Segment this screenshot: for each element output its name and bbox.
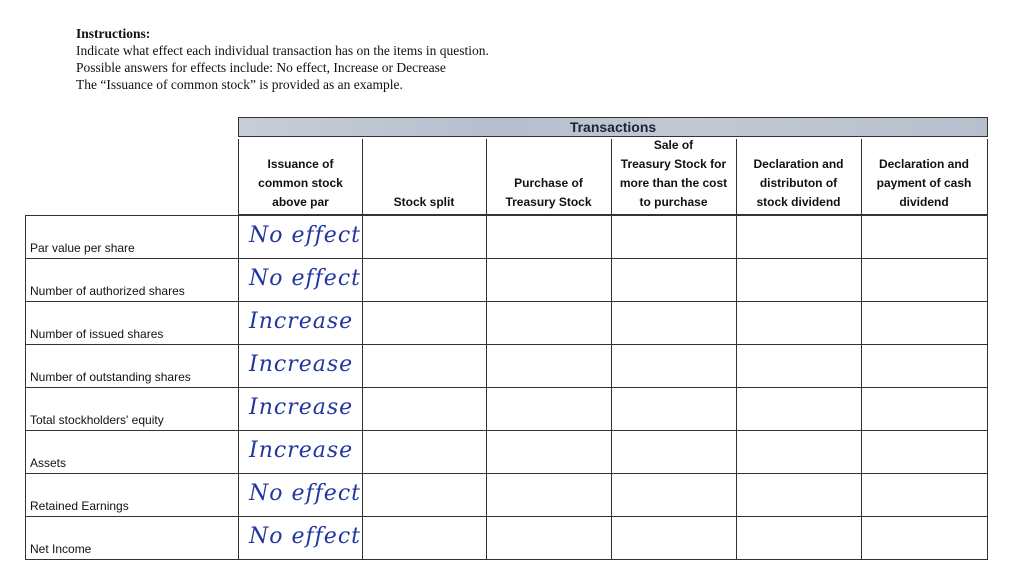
handwritten-answer: Increase bbox=[249, 395, 354, 420]
row-label: Number of authorized shares bbox=[25, 258, 238, 301]
table-right-border bbox=[987, 215, 988, 559]
answer-cell[interactable] bbox=[486, 344, 611, 387]
handwritten-answer: No effect bbox=[249, 266, 361, 291]
instructions-line-1: Indicate what effect each individual transaction has on the items in question. bbox=[76, 43, 489, 58]
answer-cell[interactable] bbox=[362, 301, 486, 344]
row-label: Net Income bbox=[25, 516, 238, 559]
answer-cell[interactable] bbox=[611, 215, 736, 258]
answer-cell[interactable] bbox=[362, 215, 486, 258]
column-header: Sale of Treasury Stock for more than the cost to purchase bbox=[611, 139, 737, 215]
answer-cell[interactable] bbox=[611, 430, 736, 473]
column-header: Purchase of Treasury Stock bbox=[486, 139, 612, 215]
row-label: Number of issued shares bbox=[25, 301, 238, 344]
answer-cell[interactable] bbox=[861, 430, 988, 473]
answer-cell[interactable] bbox=[861, 215, 988, 258]
answer-cell[interactable] bbox=[736, 215, 861, 258]
column-header: Stock split bbox=[362, 139, 487, 215]
instructions-line-2: Possible answers for effects include: No effect, Increase or Decrease bbox=[76, 60, 446, 75]
answer-cell[interactable] bbox=[736, 516, 861, 559]
column-header: Declaration and payment of cash dividend bbox=[861, 139, 988, 215]
answer-cell[interactable] bbox=[736, 430, 861, 473]
answer-cell[interactable] bbox=[736, 387, 861, 430]
answer-cell[interactable] bbox=[736, 344, 861, 387]
table-bottom-border bbox=[25, 559, 988, 560]
answer-cell[interactable] bbox=[861, 473, 988, 516]
answer-cell[interactable] bbox=[486, 215, 611, 258]
answer-cell[interactable] bbox=[861, 344, 988, 387]
instructions-block bbox=[76, 25, 696, 93]
handwritten-answer: No effect bbox=[249, 481, 361, 506]
answer-cell[interactable] bbox=[736, 258, 861, 301]
instructions-line-3: The “Issuance of common stock” is provided as an example. bbox=[76, 77, 403, 92]
row-label: Assets bbox=[25, 430, 238, 473]
handwritten-answer: No effect bbox=[249, 524, 361, 549]
answer-cell[interactable] bbox=[736, 473, 861, 516]
row-label: Retained Earnings bbox=[25, 473, 238, 516]
row-label: Par value per share bbox=[25, 215, 238, 258]
handwritten-answer: Increase bbox=[249, 352, 354, 377]
instructions-title: Instructions: bbox=[76, 26, 151, 41]
answer-cell[interactable] bbox=[362, 516, 486, 559]
answer-cell[interactable] bbox=[611, 473, 736, 516]
answer-cell[interactable] bbox=[486, 258, 611, 301]
answer-cell[interactable] bbox=[611, 387, 736, 430]
answer-cell[interactable] bbox=[362, 344, 486, 387]
handwritten-answer: Increase bbox=[249, 309, 354, 334]
answer-cell[interactable] bbox=[611, 344, 736, 387]
answer-cell[interactable] bbox=[736, 301, 861, 344]
column-header: Declaration and distributon of stock dividend bbox=[736, 139, 862, 215]
handwritten-answer: Increase bbox=[249, 438, 354, 463]
answer-cell[interactable] bbox=[362, 430, 486, 473]
transactions-header: Transactions bbox=[238, 117, 988, 137]
handwritten-answer: No effect bbox=[249, 223, 361, 248]
row-label: Number of outstanding shares bbox=[25, 344, 238, 387]
row-label: Total stockholders' equity bbox=[25, 387, 238, 430]
answer-cell[interactable] bbox=[362, 387, 486, 430]
answer-cell[interactable] bbox=[611, 516, 736, 559]
answer-cell[interactable] bbox=[611, 301, 736, 344]
answer-cell[interactable] bbox=[486, 473, 611, 516]
answer-cell[interactable] bbox=[362, 473, 486, 516]
answer-cell[interactable] bbox=[486, 430, 611, 473]
answer-cell[interactable] bbox=[861, 301, 988, 344]
answer-cell[interactable] bbox=[362, 258, 486, 301]
answer-cell[interactable] bbox=[861, 516, 988, 559]
column-header: Issuance of common stock above par bbox=[238, 139, 363, 215]
answer-cell[interactable] bbox=[486, 387, 611, 430]
answer-cell[interactable] bbox=[486, 301, 611, 344]
answer-cell[interactable] bbox=[861, 258, 988, 301]
answer-cell[interactable] bbox=[861, 387, 988, 430]
answer-cell[interactable] bbox=[486, 516, 611, 559]
answer-cell[interactable] bbox=[611, 258, 736, 301]
